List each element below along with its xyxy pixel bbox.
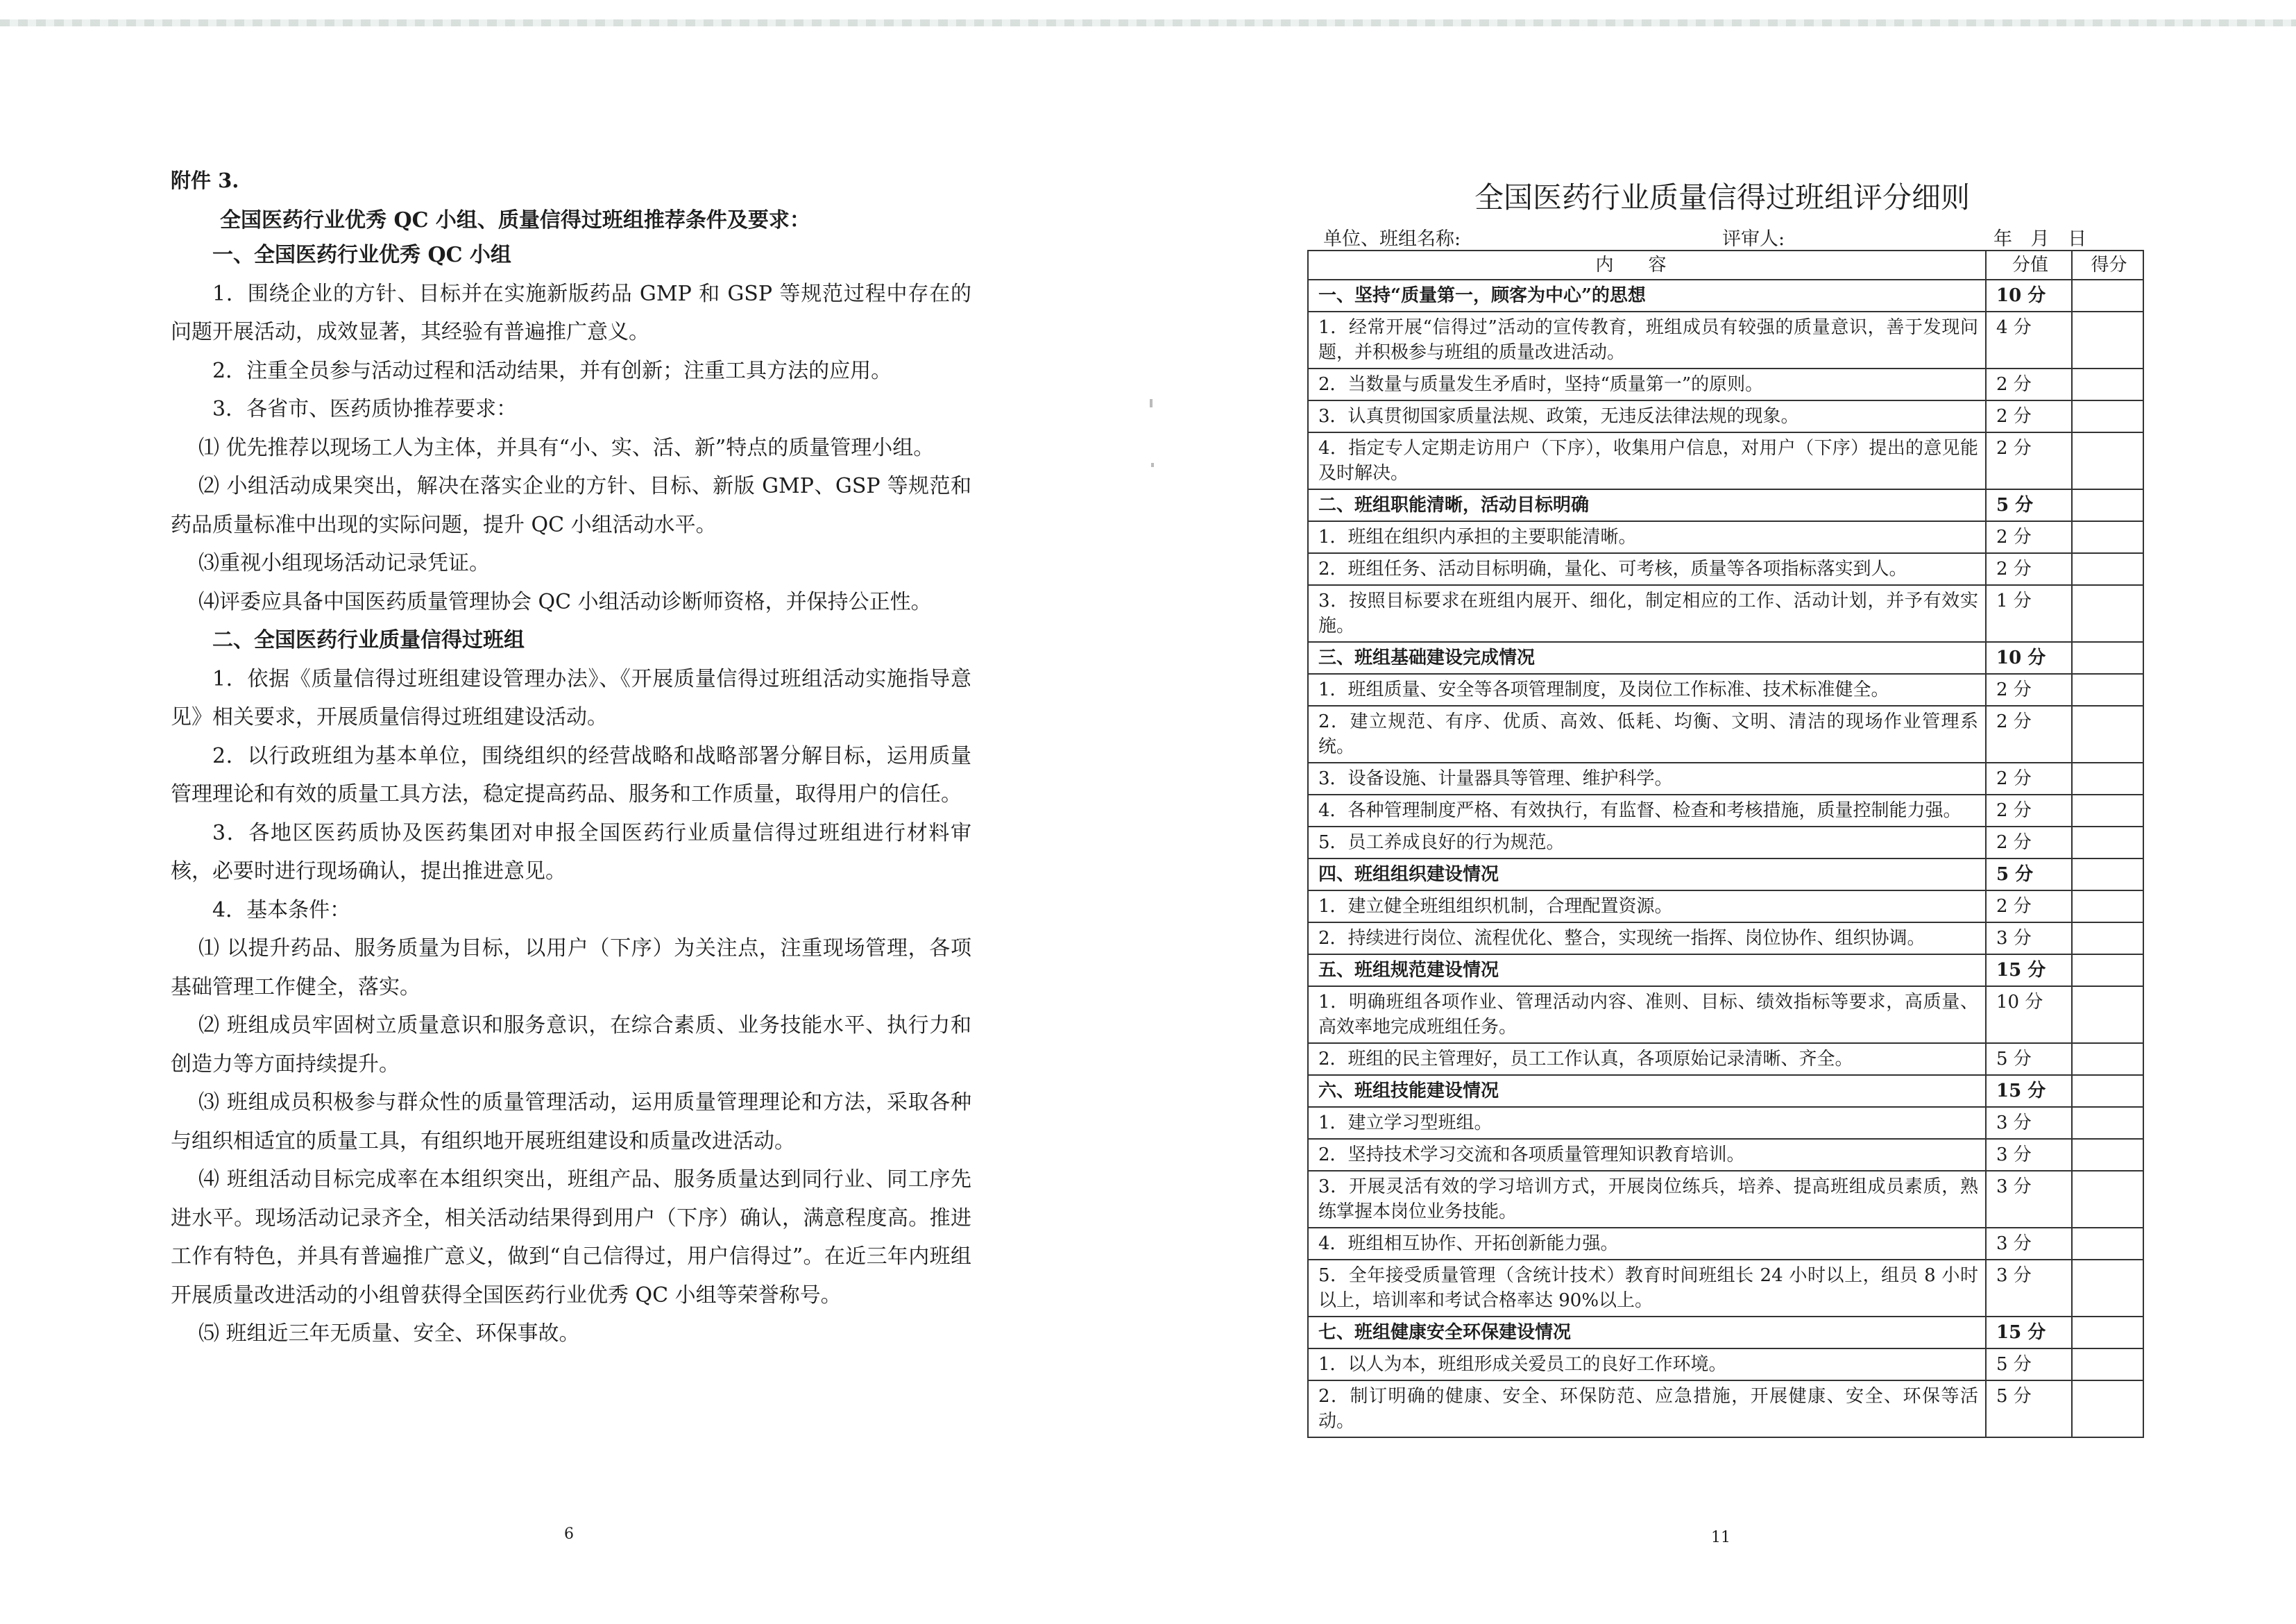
score-cell <box>2072 553 2143 585</box>
paragraph: 2．以行政班组为基本单位，围绕组织的经营战略和战略部署分解目标，运用质量管理理论和有效的质量工具方法，稳定提高药品、服务和工作质量，取得用户的信任。 <box>171 743 971 806</box>
section-title: 三、班组基础建设完成情况 <box>1308 642 1986 674</box>
criterion-text: 2．建立规范、有序、优质、高效、低耗、均衡、文明、清洁的现场作业管理系统。 <box>1308 706 1986 763</box>
criterion-text: 1．以人为本，班组形成关爱员工的良好工作环境。 <box>1308 1348 1986 1380</box>
criterion-text: 2．班组的民主管理好，员工工作认真，各项原始记录清晰、齐全。 <box>1308 1043 1986 1075</box>
paragraph: ⑸ 班组近三年无质量、安全、环保事故。 <box>198 1321 580 1346</box>
table-row <box>1308 763 2143 795</box>
points-cell: 2 分 <box>1986 400 2072 432</box>
criterion-text: 2．当数量与质量发生矛盾时，坚持“质量第一”的原则。 <box>1308 369 1986 400</box>
points-cell: 15 分 <box>1986 954 2072 986</box>
section-title: 四、班组组织建设情况 <box>1308 858 1986 890</box>
table-row <box>1308 521 2143 553</box>
criterion-text: 4．指定专人定期走访用户（下序），收集用户信息，对用户（下序）提出的意见能及时解决。 <box>1308 432 1986 489</box>
criterion-text: 1．班组在组织内承担的主要职能清晰。 <box>1308 521 1986 553</box>
paragraph: 4．基本条件： <box>212 897 351 922</box>
table-header-row <box>1308 251 2143 280</box>
table-row <box>1308 795 2143 827</box>
table-row <box>1308 585 2143 642</box>
scoring-title: 全国医药行业质量信得过班组评分细则 <box>1474 181 1970 214</box>
paragraph: ⑷ 班组活动目标完成率在本组织突出，班组产品、服务质量达到同行业、同工序先进水平。现场活动记录齐全，相关活动结果得到用户（下序）确认，满意程度高。推进工作有特色，并具有普遍推广意义，做到“自己信得过，用户信得过”。在近三年内班组开展质量改进活动的小组曾获得全国医药行业优秀 QC 小组等荣誉称号。 <box>171 1167 971 1308</box>
table-row <box>1308 986 2143 1043</box>
points-cell: 10 分 <box>1986 642 2072 674</box>
score-cell <box>2072 1260 2143 1317</box>
paragraph: ⑷评委应具备中国医药质量管理协会 QC 小组活动诊断师资格，并保持公正性。 <box>198 589 932 614</box>
score-cell <box>2072 954 2143 986</box>
table-row <box>1308 922 2143 954</box>
criterion-text: 2．持续进行岗位、流程优化、整合，实现统一指挥、岗位协作、组织协调。 <box>1308 922 1986 954</box>
score-cell <box>2072 922 2143 954</box>
table-row <box>1308 1107 2143 1139</box>
section-row <box>1308 280 2143 312</box>
table-row <box>1308 890 2143 922</box>
points-cell: 2 分 <box>1986 553 2072 585</box>
points-cell: 15 分 <box>1986 1317 2072 1348</box>
criterion-text: 1．明确班组各项作业、管理活动内容、准则、目标、绩效指标等要求，高质量、高效率地完成班组任务。 <box>1308 986 1986 1043</box>
table-row <box>1308 1380 2143 1437</box>
table-row <box>1308 553 2143 585</box>
table-row <box>1308 312 2143 369</box>
date-label: 年 月 日 <box>1993 228 2087 250</box>
table-row <box>1308 1171 2143 1228</box>
points-cell: 3 分 <box>1986 922 2072 954</box>
score-cell <box>2072 369 2143 400</box>
points-cell: 3 分 <box>1986 1228 2072 1260</box>
right-page <box>1148 0 2296 1624</box>
paragraph: ⑴ 以提升药品、服务质量为目标，以用户（下序）为关注点，注重现场管理，各项基础管理工作健全，落实。 <box>171 936 971 999</box>
points-cell: 3 分 <box>1986 1107 2072 1139</box>
score-cell <box>2072 706 2143 763</box>
paragraph: ⑵ 小组活动成果突出，解决在落实企业的方针、目标、新版 GMP、GSP 等规范和药品质量标准中出现的实际问题，提升 QC 小组活动水平。 <box>171 474 971 537</box>
paragraph: 1．依据《质量信得过班组建设管理办法》、《开展质量信得过班组活动实施指导意见》相关要求，开展质量信得过班组建设活动。 <box>171 666 971 729</box>
paragraph: ⑴ 优先推荐以现场工人为主体，并具有“小、实、活、新”特点的质量管理小组。 <box>198 435 935 460</box>
score-cell <box>2072 795 2143 827</box>
scan-mark <box>1151 463 1154 467</box>
score-cell <box>2072 674 2143 706</box>
score-cell <box>2072 489 2143 521</box>
requirements-title: 全国医药行业优秀 QC 小组、质量信得过班组推荐条件及要求： <box>220 208 810 232</box>
unit-name-label: 单位、班组名称: <box>1323 228 1461 250</box>
score-cell <box>2072 521 2143 553</box>
score-cell <box>2072 858 2143 890</box>
points-cell: 15 分 <box>1986 1075 2072 1107</box>
score-cell <box>2072 890 2143 922</box>
paragraph: ⑶重视小组现场活动记录凭证。 <box>198 551 490 575</box>
requirements-body <box>171 236 971 1353</box>
criterion-text: 1．经常开展“信得过”活动的宣传教育，班组成员有较强的质量意识，善于发现问题，并积极参与班组的质量改进活动。 <box>1308 312 1986 369</box>
attachment-label: 附件 3. <box>171 169 239 192</box>
points-cell: 5 分 <box>1986 1043 2072 1075</box>
criterion-text: 5．员工养成良好的行为规范。 <box>1308 827 1986 858</box>
section-title: 一、坚持“质量第一，顾客为中心”的思想 <box>1308 280 1986 312</box>
table-row <box>1308 1228 2143 1260</box>
criterion-text: 4．各种管理制度严格、有效执行，有监督、检查和考核措施，质量控制能力强。 <box>1308 795 1986 827</box>
criterion-text: 4．班组相互协作、开拓创新能力强。 <box>1308 1228 1986 1260</box>
table-row <box>1308 1139 2143 1171</box>
score-cell <box>2072 1348 2143 1380</box>
table-row <box>1308 1043 2143 1075</box>
section-row <box>1308 1317 2143 1348</box>
section-heading: 二、全国医药行业质量信得过班组 <box>212 628 525 652</box>
score-cell <box>2072 1380 2143 1437</box>
table-row <box>1308 1260 2143 1317</box>
reviewer-label: 评审人: <box>1722 228 1785 250</box>
score-cell <box>2072 1171 2143 1228</box>
points-cell: 5 分 <box>1986 858 2072 890</box>
score-cell <box>2072 280 2143 312</box>
score-cell <box>2072 312 2143 369</box>
points-cell: 2 分 <box>1986 706 2072 763</box>
score-cell <box>2072 400 2143 432</box>
score-cell <box>2072 986 2143 1043</box>
score-cell <box>2072 1075 2143 1107</box>
page-number: 11 <box>1711 1529 1730 1546</box>
paragraph: 2．注重全员参与活动过程和活动结果，并有创新；注重工具方法的应用。 <box>212 358 892 383</box>
section-title: 五、班组规范建设情况 <box>1308 954 1986 986</box>
criterion-text: 3．认真贯彻国家质量法规、政策，无违反法律法规的现象。 <box>1308 400 1986 432</box>
page-number: 6 <box>564 1525 574 1543</box>
points-cell: 2 分 <box>1986 432 2072 489</box>
points-cell: 2 分 <box>1986 369 2072 400</box>
section-row <box>1308 858 2143 890</box>
criterion-text: 5．全年接受质量管理（含统计技术）教育时间班组长 24 小时以上，组员 8 小时以上，培训率和考试合格率达 90%以上。 <box>1308 1260 1986 1317</box>
score-cell <box>2072 1107 2143 1139</box>
header-points: 分值 <box>1986 251 2072 280</box>
score-cell <box>2072 1139 2143 1171</box>
criterion-text: 3．按照目标要求在班组内展开、细化，制定相应的工作、活动计划，并予有效实施。 <box>1308 585 1986 642</box>
section-title: 二、班组职能清晰，活动目标明确 <box>1308 489 1986 521</box>
points-cell: 2 分 <box>1986 674 2072 706</box>
paragraph: 3．各地区医药质协及医药集团对申报全国医药行业质量信得过班组进行材料审核，必要时进行现场确认，提出推进意见。 <box>171 820 971 883</box>
table-row <box>1308 432 2143 489</box>
header-content: 内容 <box>1308 251 1986 280</box>
criterion-text: 2．坚持技术学习交流和各项质量管理知识教育培训。 <box>1308 1139 1986 1171</box>
criterion-text: 3．设备设施、计量器具等管理、维护科学。 <box>1308 763 1986 795</box>
criterion-text: 1．建立学习型班组。 <box>1308 1107 1986 1139</box>
points-cell: 10 分 <box>1986 986 2072 1043</box>
score-cell <box>2072 1317 2143 1348</box>
scan-mark <box>1150 399 1153 407</box>
points-cell: 2 分 <box>1986 827 2072 858</box>
section-row <box>1308 489 2143 521</box>
section-title: 六、班组技能建设情况 <box>1308 1075 1986 1107</box>
section-row <box>1308 954 2143 986</box>
table-row <box>1308 400 2143 432</box>
points-cell: 2 分 <box>1986 763 2072 795</box>
section-title: 七、班组健康安全环保建设情况 <box>1308 1317 1986 1348</box>
paragraph: ⑵ 班组成员牢固树立质量意识和服务意识，在综合素质、业务技能水平、执行力和创造力等方面持续提升。 <box>171 1013 971 1076</box>
section-row <box>1308 642 2143 674</box>
scoring-table <box>1307 250 2144 1438</box>
score-cell <box>2072 432 2143 489</box>
criterion-text: 2．班组任务、活动目标明确，量化、可考核，质量等各项指标落实到人。 <box>1308 553 1986 585</box>
criterion-text: 2．制订明确的健康、安全、环保防范、应急措施，开展健康、安全、环保等活动。 <box>1308 1380 1986 1437</box>
score-cell <box>2072 763 2143 795</box>
score-cell <box>2072 1228 2143 1260</box>
table-row <box>1308 369 2143 400</box>
points-cell: 2 分 <box>1986 890 2072 922</box>
section-row <box>1308 1075 2143 1107</box>
criterion-text: 1．班组质量、安全等各项管理制度，及岗位工作标准、技术标准健全。 <box>1308 674 1986 706</box>
score-cell <box>2072 642 2143 674</box>
score-cell <box>2072 1043 2143 1075</box>
paragraph: ⑶ 班组成员积极参与群众性的质量管理活动，运用质量管理理论和方法，采取各种与组织相适宜的质量工具，有组织地开展班组建设和质量改进活动。 <box>171 1090 971 1153</box>
header-score: 得分 <box>2072 251 2143 280</box>
table-row <box>1308 706 2143 763</box>
table-row <box>1308 674 2143 706</box>
table-row <box>1308 1348 2143 1380</box>
points-cell: 3 分 <box>1986 1139 2072 1171</box>
points-cell: 5 分 <box>1986 1348 2072 1380</box>
criterion-text: 1．建立健全班组组织机制，合理配置资源。 <box>1308 890 1986 922</box>
points-cell: 4 分 <box>1986 312 2072 369</box>
points-cell: 1 分 <box>1986 585 2072 642</box>
points-cell: 3 分 <box>1986 1260 2072 1317</box>
score-cell <box>2072 585 2143 642</box>
points-cell: 5 分 <box>1986 1380 2072 1437</box>
criterion-text: 3．开展灵活有效的学习培训方式，开展岗位练兵，培养、提高班组成员素质，熟练掌握本岗位业务技能。 <box>1308 1171 1986 1228</box>
points-cell: 3 分 <box>1986 1171 2072 1228</box>
points-cell: 2 分 <box>1986 521 2072 553</box>
points-cell: 2 分 <box>1986 795 2072 827</box>
score-cell <box>2072 827 2143 858</box>
paragraph: 3．各省市、医药质协推荐要求： <box>212 397 518 421</box>
points-cell: 10 分 <box>1986 280 2072 312</box>
paragraph: 1．围绕企业的方针、目标并在实施新版药品 GMP 和 GSP 等规范过程中存在的问题开展活动，成效显著，其经验有普遍推广意义。 <box>171 281 971 344</box>
table-row <box>1308 827 2143 858</box>
section-heading: 一、全国医药行业优秀 QC 小组 <box>212 243 511 267</box>
points-cell: 5 分 <box>1986 489 2072 521</box>
